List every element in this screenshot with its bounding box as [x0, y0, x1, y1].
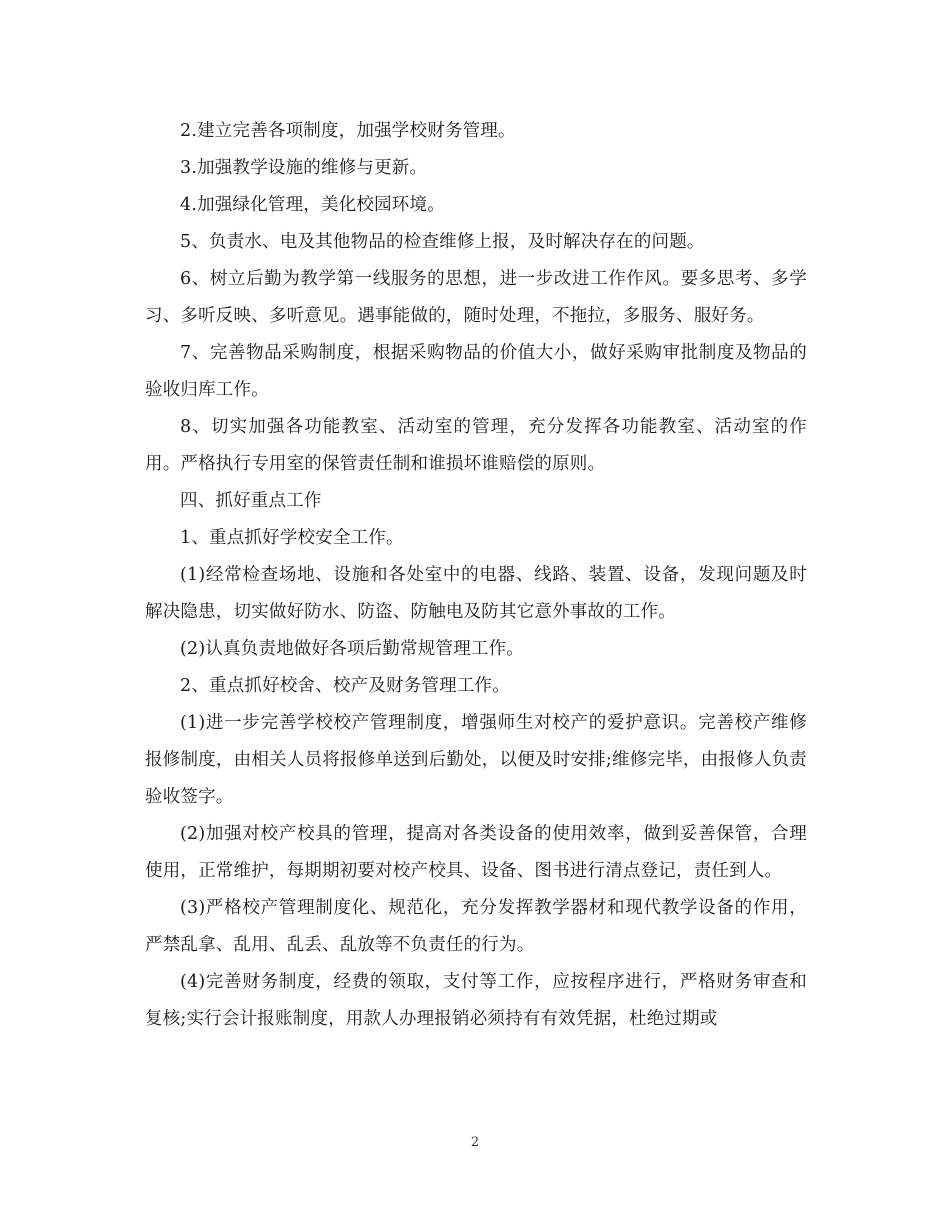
paragraph-9: 1、重点抓好学校安全工作。 — [180, 528, 404, 548]
paragraph-5: 6、树立后勤为教学第一线服务的思想，进一步改进工作作风。要多思考、多学习、多听反映、多听意见。遇事能做的，随时处理，不拖拉，多服务、服好务。 — [145, 269, 807, 326]
section-heading: 四、抓好重点工作 — [180, 491, 322, 511]
paragraph-15: (3)严格校产管理制度化、规范化，充分发挥教学器材和现代教学设备的作用，严禁乱拿、乱用、乱丢、乱放等不负责任的行为。 — [145, 898, 807, 955]
paragraph-3: 4.加强绿化管理，美化校园环境。 — [180, 195, 445, 215]
paragraph-10: (1)经常检查场地、设施和各处室中的电器、线路、装置、设备，发现问题及时解决隐患，切实做好防水、防盗、防触电及防其它意外事故的工作。 — [145, 565, 807, 622]
paragraph-11: (2)认真负责地做好各项后勤常规管理工作。 — [180, 639, 524, 659]
paragraph-1: 2.建立完善各项制度，加强学校财务管理。 — [180, 121, 516, 141]
paragraph-6: 7、完善物品采购制度，根据采购物品的价值大小，做好采购审批制度及物品的验收归库工作。 — [145, 343, 807, 400]
paragraph-16: (4)完善财务制度，经费的领取，支付等工作，应按程序进行，严格财务审查和复核;实行会计报账制度，用款人办理报销必须持有有效凭据，杜绝过期或 — [145, 972, 807, 1029]
page-body — [145, 113, 807, 1038]
page-number: 2 — [470, 1135, 480, 1150]
paragraph-4: 5、负责水、电及其他物品的检查维修上报，及时解决存在的问题。 — [180, 232, 705, 252]
paragraph-12: 2、重点抓好校舍、校产及财务管理工作。 — [180, 676, 510, 696]
paragraph-13: (1)进一步完善学校校产管理制度，增强师生对校产的爱护意识。完善校产维修报修制度，由相关人员将报修单送到后勤处，以便及时安排;维修完毕，由报修人负责验收签字。 — [145, 713, 807, 807]
paragraph-2: 3.加强教学设施的维修与更新。 — [180, 158, 428, 178]
paragraph-14: (2)加强对校产校具的管理，提高对各类设备的使用效率，做到妥善保管，合理使用，正常维护，每期期初要对校产校具、设备、图书进行清点登记，责任到人。 — [145, 824, 807, 881]
paragraph-7: 8、切实加强各功能教室、活动室的管理，充分发挥各功能教室、活动室的作用。严格执行专用室的保管责任制和谁损坏谁赔偿的原则。 — [145, 417, 807, 474]
